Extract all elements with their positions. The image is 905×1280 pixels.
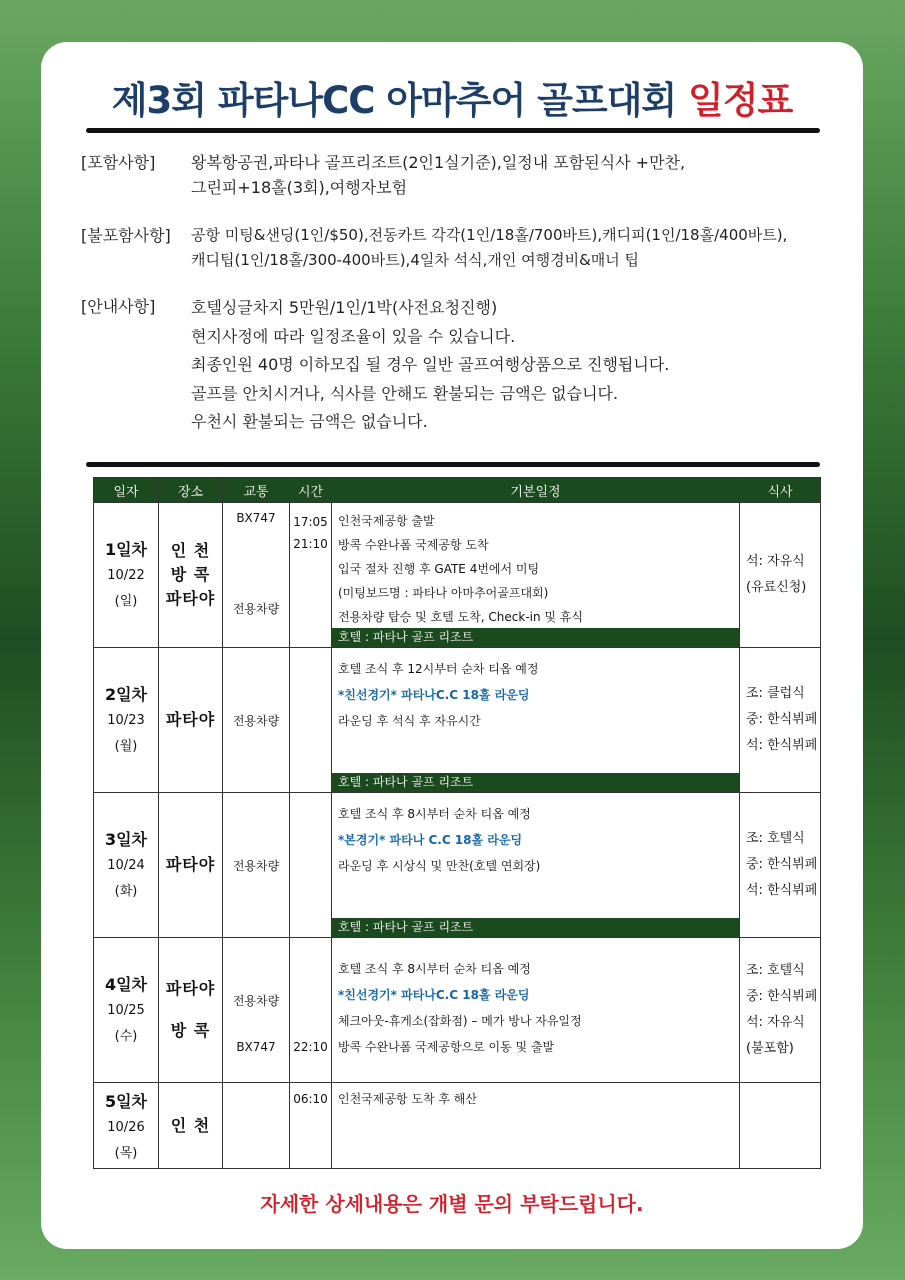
meal-cell: 조: 호텔식 중: 한식뷔페 석: 자유식 (불포함): [740, 938, 821, 1083]
time-cell: 22:10: [290, 938, 332, 1083]
day-cell: 2일차 10/23 (월): [94, 648, 159, 793]
table-row: [94, 1083, 821, 1169]
transport-cell: 전용차량: [223, 648, 290, 793]
title-accent: 일정표: [688, 79, 793, 122]
meal-cell: 석: 자유식 (유료신청): [740, 503, 821, 648]
transport-cell: 전용차량 BX747: [223, 938, 290, 1083]
time-cell: 17:05 21:10: [290, 503, 332, 648]
schedule-card: 제3회 파타나CC 아마추어 골프대회 일정표 [포함사항] 왕복항공권,파타나 골프리조트(2인1실기준),일정내 포함된식사 +만찬, 그린피+18홀(3회),여행자보험 [불포함사항] 공항 미팅&샌딩(1인/$50),전동카트 각각(1인/18홀/700바트),캐디피(1인/18홀/400바트), 캐디팁(1인/18홀/300-400바트),4일차 석식,개인 여행경비&매너 팁 [안내사항] 호텔싱글차지 5만원/1인/1박(사전요청진행) 현지사정에 따라 일정조율이 있을 수 있습니다. 최종인원 40명 이하모집 될 경우 일반 골프여행상품으로 진행됩니다. 골프를 안치시거나, 식사를 안해도 환불되는 금액은 없습니다. 우천시 환불되는 금액은 없습니다. 일자 장소 교통 시간 기본일정 식사 1일차 10/22 (일) 인 천 방 콕 파타야 BX747 전용차량 17:05 21:10 인천국제공항 출발 방콕 수완나폼 국제공항 도착 입국 절차 진행 후 GATE 4번에서 미팅 (미팅보드명 : 파타나 아마추어골프대회) 전용차량 탑승 및 호텔 도착, Check-in 및 휴식 호텔 : 파타나 골프 리조트 석: 자유식 (유료신청) 2일차 10/23 (월) 파타야 전용차량 호텔 조식 후 12시부터 순차 티옵 예정 *친선경기* 파타나C.C 18홀 라운딩 라운딩 후 석식 후 자유시간 호텔 : 파타나 골프 리조트 조: 클럽식 중: 한식뷔페 석: 한식뷔페 3일차 10/24 (화) 파타야 전용차량 호텔 조식 후 8시부터 순차 티옵 예정 *본경기* 파타나 C.C 18홀 라운딩 라운딩 후 시상식 및 만찬(호텔 연회장) 호텔 : 파타나 골프 리조트 조: 호텔식 중: 한식뷔페 석: 한식뷔페 4일차 10/25 (수) 파타야 방 콕 전용차량 BX747 22:10 호텔 조식 후 8시부터 순차 티옵 예정 *친선경기* 파타나C.C 18홀 라운딩 체크아웃-휴게소(잡화점) – 메가 방나 자유일정 방콕 수완나폼 국제공항으로 이동 및 출발 조: 호텔식 중: 한식뷔페 석: 자유식 (불포함) 5일차 10/26 (목) 인 천 06:10 인천국제공항 도착 후 해산 자세한 상세내용은 개별 문의 부탁드립니다.: [41, 42, 863, 1249]
place-cell: 파타야: [159, 793, 223, 938]
place-cell: 인 천 방 콕 파타야: [159, 503, 223, 648]
hotel-bar: 호텔 : 파타나 골프 리조트: [332, 918, 739, 937]
table-row: [94, 503, 821, 648]
table-header-row: [94, 478, 821, 503]
day-cell: 1일차 10/22 (일): [94, 503, 159, 648]
transport-cell: BX747 전용차량: [223, 503, 290, 648]
header-time: 시간: [290, 478, 332, 503]
place-cell: 파타야 방 콕: [159, 938, 223, 1083]
transport-cell: [223, 1083, 290, 1169]
schedule-cell: 호텔 조식 후 8시부터 순차 티옵 예정 *본경기* 파타나 C.C 18홀 라운딩 라운딩 후 시상식 및 만찬(호텔 연회장) 호텔 : 파타나 골프 리조트: [332, 793, 740, 938]
hotel-bar: 호텔 : 파타나 골프 리조트: [332, 628, 739, 647]
hotel-bar: 호텔 : 파타나 골프 리조트: [332, 773, 739, 792]
meal-cell: 조: 호텔식 중: 한식뷔페 석: 한식뷔페: [740, 793, 821, 938]
header-schedule: 기본일정: [332, 478, 740, 503]
day-cell: 5일차 10/26 (목): [94, 1083, 159, 1169]
footer-notice: 자세한 상세내용은 개별 문의 부탁드립니다.: [260, 1192, 644, 1216]
table-divider: [86, 462, 820, 467]
schedule-cell: 인천국제공항 출발 방콕 수완나폼 국제공항 도착 입국 절차 진행 후 GATE 4번에서 미팅 (미팅보드명 : 파타나 아마추어골프대회) 전용차량 탑승 및 호텔 도착, Check-in 및 휴식 호텔 : 파타나 골프 리조트: [332, 503, 740, 648]
header-transport: 교통: [223, 478, 290, 503]
header-meals: 식사: [740, 478, 821, 503]
time-cell: 06:10: [290, 1083, 332, 1169]
title-divider: [86, 128, 820, 133]
table-row: [94, 793, 821, 938]
table-row: [94, 648, 821, 793]
table-row: [94, 938, 821, 1083]
header-date: 일자: [94, 478, 159, 503]
time-cell: [290, 793, 332, 938]
meal-cell: 조: 클럽식 중: 한식뷔페 석: 한식뷔페: [740, 648, 821, 793]
day-cell: 3일차 10/24 (화): [94, 793, 159, 938]
time-cell: [290, 648, 332, 793]
place-cell: 인 천: [159, 1083, 223, 1169]
page-title: 제3회 파타나CC 아마추어 골프대회 일정표: [111, 79, 793, 122]
schedule-cell: 호텔 조식 후 8시부터 순차 티옵 예정 *친선경기* 파타나C.C 18홀 라운딩 체크아웃-휴게소(잡화점) – 메가 방나 자유일정 방콕 수완나폼 국제공항으로 이동 및 출발: [332, 938, 740, 1083]
schedule-cell: 호텔 조식 후 12시부터 순차 티옵 예정 *친선경기* 파타나C.C 18홀 라운딩 라운딩 후 석식 후 자유시간 호텔 : 파타나 골프 리조트: [332, 648, 740, 793]
header-place: 장소: [159, 478, 223, 503]
schedule-table: [93, 477, 821, 1169]
meal-cell: [740, 1083, 821, 1169]
place-cell: 파타야: [159, 648, 223, 793]
schedule-cell: 인천국제공항 도착 후 해산: [332, 1083, 740, 1169]
day-cell: 4일차 10/25 (수): [94, 938, 159, 1083]
transport-cell: 전용차량: [223, 793, 290, 938]
